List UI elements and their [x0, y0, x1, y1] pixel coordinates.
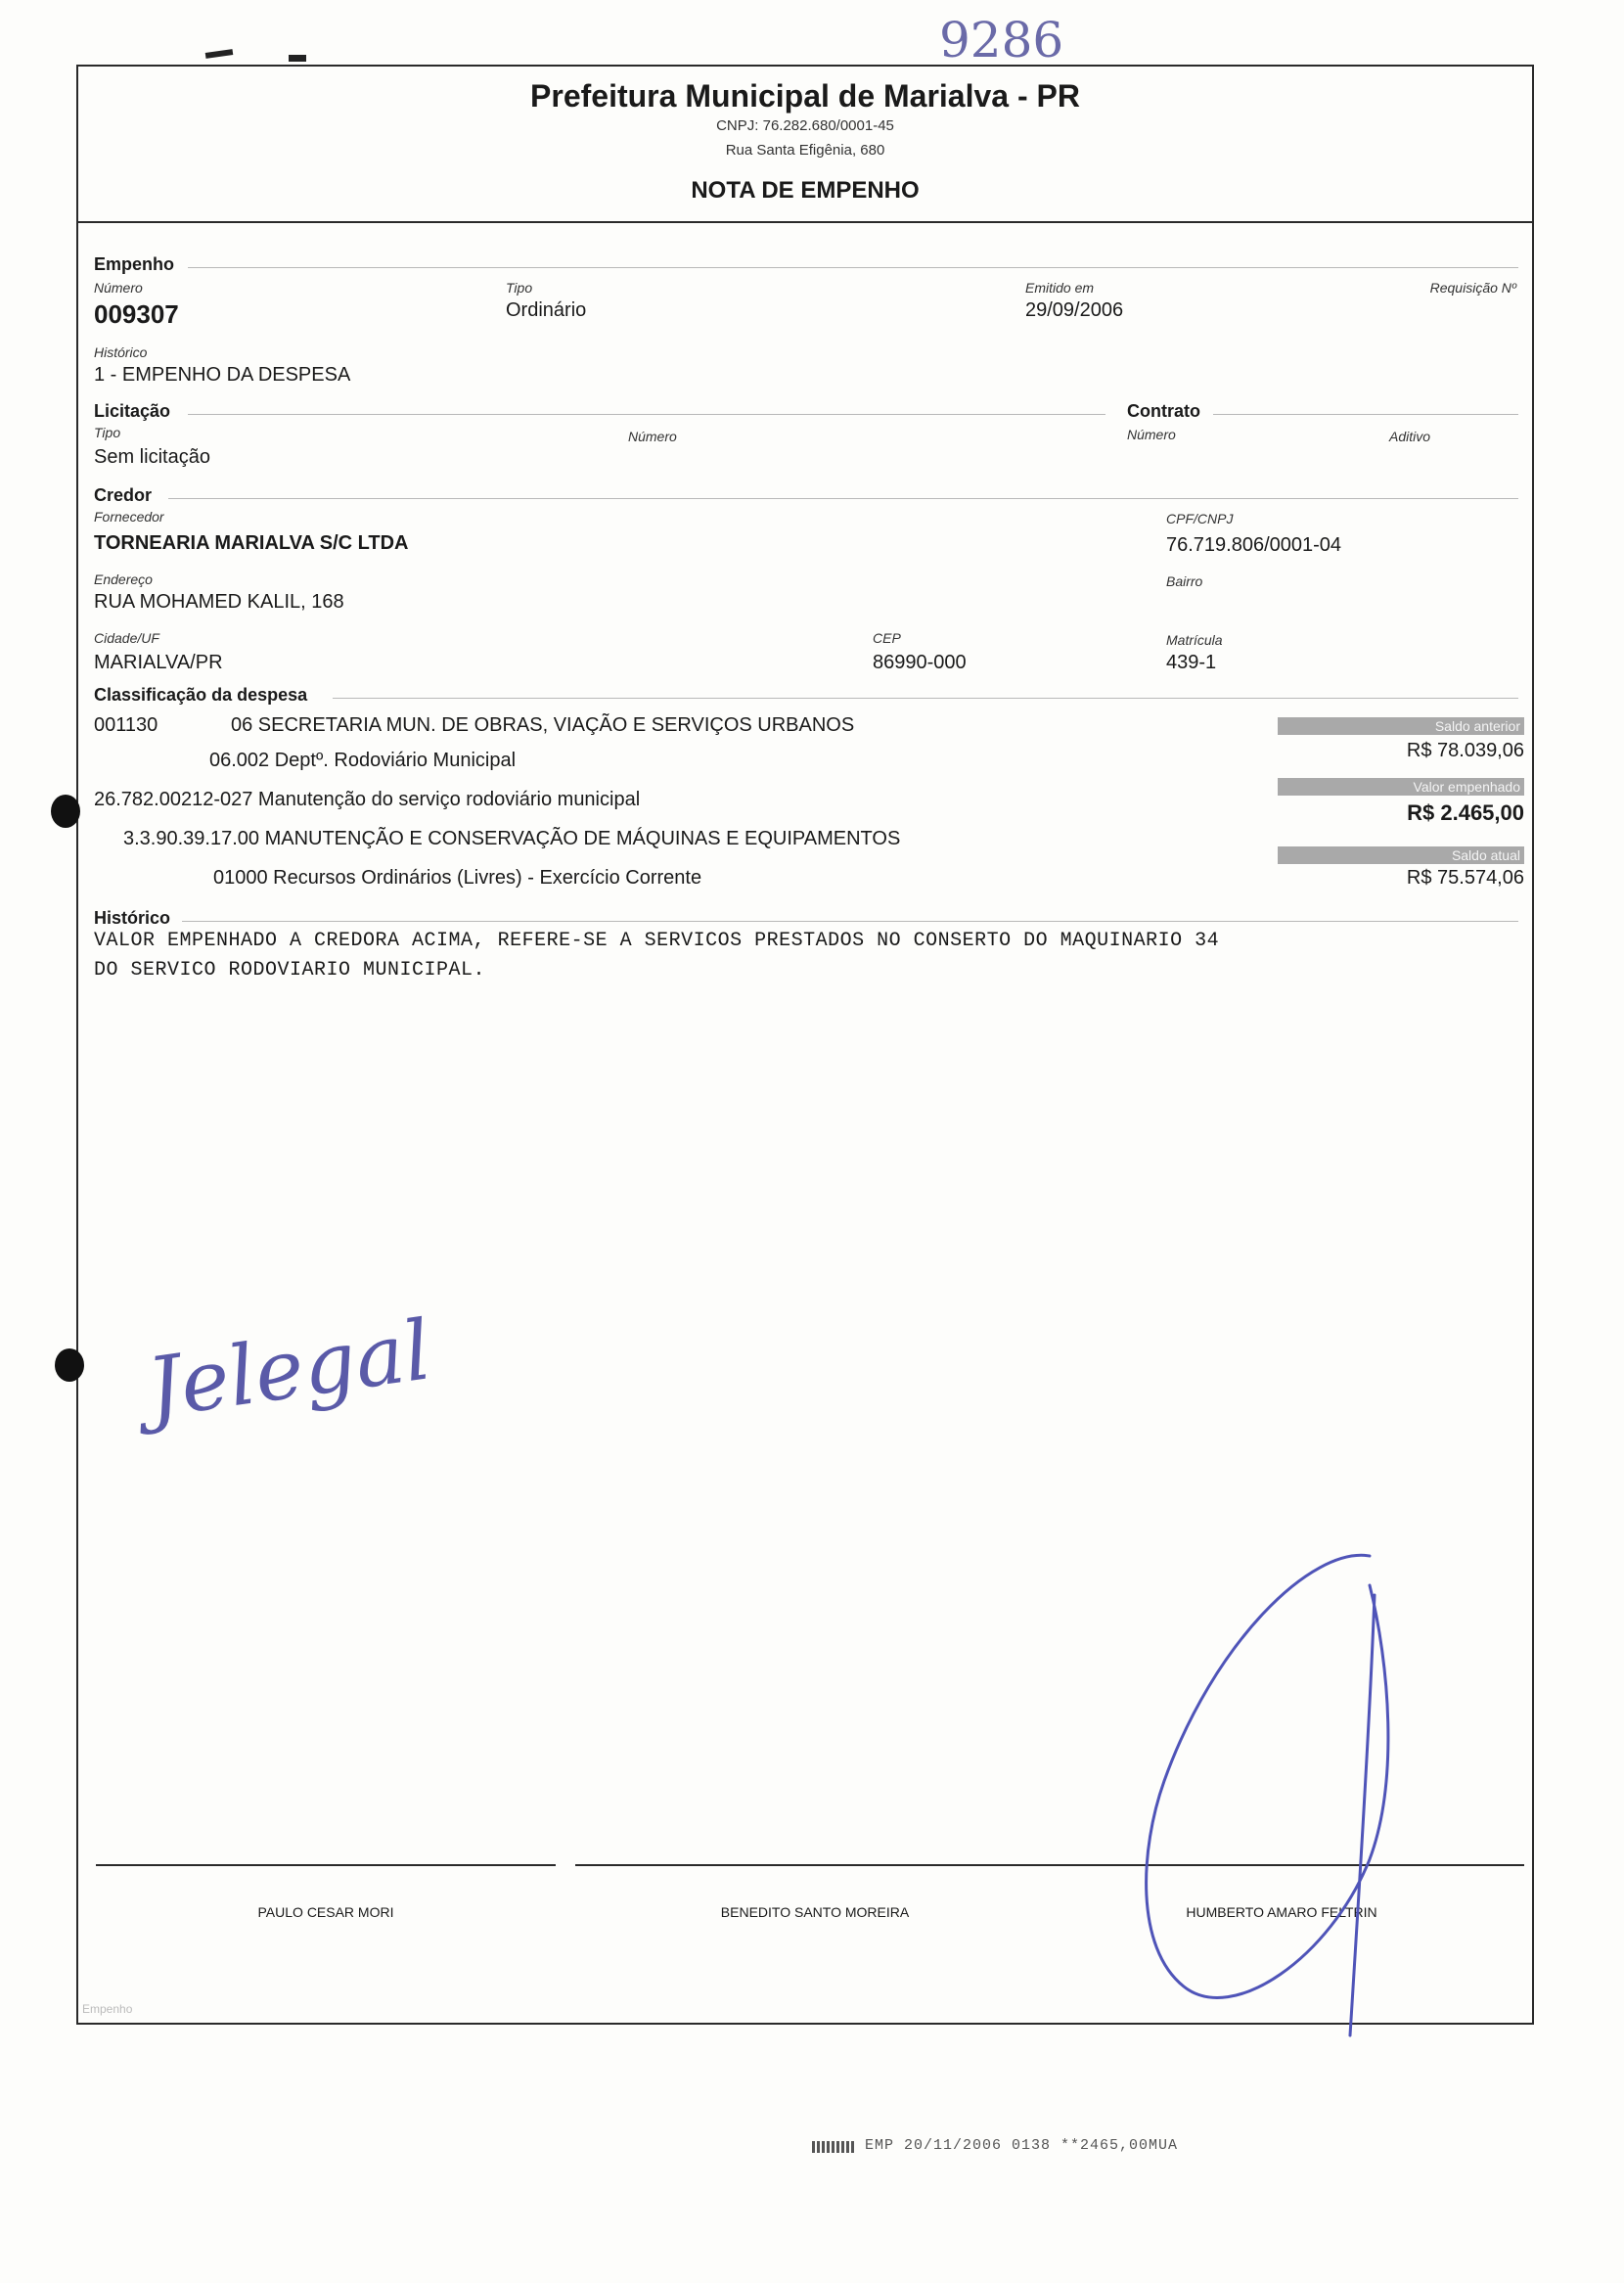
requisicao-label: Requisição Nº [1429, 280, 1516, 296]
signature-line [96, 1864, 556, 1866]
footer-barcode-mark [812, 2141, 855, 2153]
signature-name-1: PAULO CESAR MORI [257, 1904, 394, 1920]
section-contrato: Contrato [1127, 401, 1200, 421]
section-line [168, 498, 1518, 499]
historico-line-2: DO SERVICO RODOVIARIO MUNICIPAL. [94, 959, 486, 982]
licitacao-numero-label: Número [628, 429, 677, 444]
section-historico: Histórico [94, 908, 171, 928]
footer-code: EMP 20/11/2006 0138 **2465,00MUA [865, 2137, 1179, 2154]
credor-endereco: RUA MOHAMED KALIL, 168 [94, 591, 344, 613]
empenho-tipo: Ordinário [506, 299, 587, 321]
cep-label: CEP [873, 630, 901, 646]
emitido-label: Emitido em [1025, 280, 1095, 296]
classificacao-elemento: 3.3.90.39.17.00 MANUTENÇÃO E CONSERVAÇÃO DE MÁQUINAS E EQUIPAMENTOS [123, 828, 901, 849]
section-credor: Credor [94, 485, 153, 505]
empenho-numero: 009307 [94, 299, 179, 329]
empenho-historico: 1 - EMPENHO DA DESPESA [94, 364, 351, 386]
cpf-label: CPF/CNPJ [1166, 511, 1234, 526]
saldo-anterior-label: Saldo anterior [1278, 717, 1524, 735]
endereco-label: Endereço [94, 571, 153, 587]
valor-empenhado-value: R$ 2.465,00 [1407, 800, 1524, 825]
page-title: Prefeitura Municipal de Marialva - PR [530, 78, 1080, 114]
credor-cep: 86990-000 [873, 652, 967, 673]
section-line [188, 267, 1518, 268]
section-empenho: Empenho [94, 254, 175, 274]
signature-line [575, 1864, 1055, 1866]
scan-mark [51, 795, 80, 828]
licitacao-tipo-label: Tipo [94, 425, 121, 440]
section-line [333, 698, 1518, 699]
scan-mark [205, 49, 234, 59]
classificacao-code: 001130 [94, 714, 158, 736]
stamp-number: 9286 [939, 12, 1064, 68]
credor-matricula: 439-1 [1166, 652, 1217, 673]
numero-label: Número [94, 280, 143, 296]
contrato-numero-label: Número [1127, 427, 1176, 442]
bairro-label: Bairro [1166, 573, 1203, 589]
tipo-label: Tipo [506, 280, 533, 296]
credor-cpf: 76.719.806/0001-04 [1166, 534, 1342, 556]
signature-scribble [1125, 1527, 1438, 2075]
valor-empenhado-label: Valor empenhado [1278, 778, 1524, 796]
section-classificacao: Classificação da despesa [94, 685, 308, 705]
contrato-aditivo-label: Aditivo [1389, 429, 1431, 444]
historico-label: Histórico [94, 344, 148, 360]
scan-mark [289, 55, 306, 62]
classificacao-secretaria: 06 SECRETARIA MUN. DE OBRAS, VIAÇÃO E SERVIÇOS URBANOS [231, 714, 855, 736]
address: Rua Santa Efigênia, 680 [725, 142, 885, 159]
section-licitacao: Licitação [94, 401, 171, 421]
section-line [182, 921, 1518, 922]
empenho-emitido: 29/09/2006 [1025, 299, 1124, 321]
licitacao-tipo: Sem licitação [94, 446, 210, 468]
cnpj: CNPJ: 76.282.680/0001-45 [716, 117, 894, 134]
classificacao-recurso: 01000 Recursos Ordinários (Livres) - Exercício Corrente [213, 867, 702, 889]
document-title: NOTA DE EMPENHO [691, 177, 920, 204]
saldo-anterior-value: R$ 78.039,06 [1406, 740, 1524, 761]
saldo-atual-label: Saldo atual [1278, 846, 1524, 864]
signature-name-3: HUMBERTO AMARO FELTRIN [1186, 1904, 1377, 1920]
section-line [1213, 414, 1518, 415]
saldo-atual-value: R$ 75.574,06 [1406, 867, 1524, 889]
classificacao-programa: 26.782.00212-027 Manutenção do serviço rodoviário municipal [94, 789, 641, 810]
scan-mark [55, 1348, 84, 1382]
header-divider [76, 221, 1534, 223]
signature-name-2: BENEDITO SANTO MOREIRA [720, 1904, 910, 1920]
matricula-label: Matrícula [1166, 632, 1223, 648]
credor-cidade: MARIALVA/PR [94, 652, 223, 673]
historico-line-1: VALOR EMPENHADO A CREDORA ACIMA, REFERE-SE A SERVICOS PRESTADOS NO CONSERTO DO MAQUINARIO 34 [94, 930, 1220, 952]
credor-fornecedor: TORNEARIA MARIALVA S/C LTDA [94, 532, 409, 554]
handwritten-note: Jelegal [141, 1301, 437, 1437]
footer-corner-label: Empenho [82, 2002, 133, 2016]
fornecedor-label: Fornecedor [94, 509, 164, 525]
cidade-label: Cidade/UF [94, 630, 159, 646]
section-line [188, 414, 1105, 415]
classificacao-departamento: 06.002 Deptº. Rodoviário Municipal [209, 750, 517, 771]
